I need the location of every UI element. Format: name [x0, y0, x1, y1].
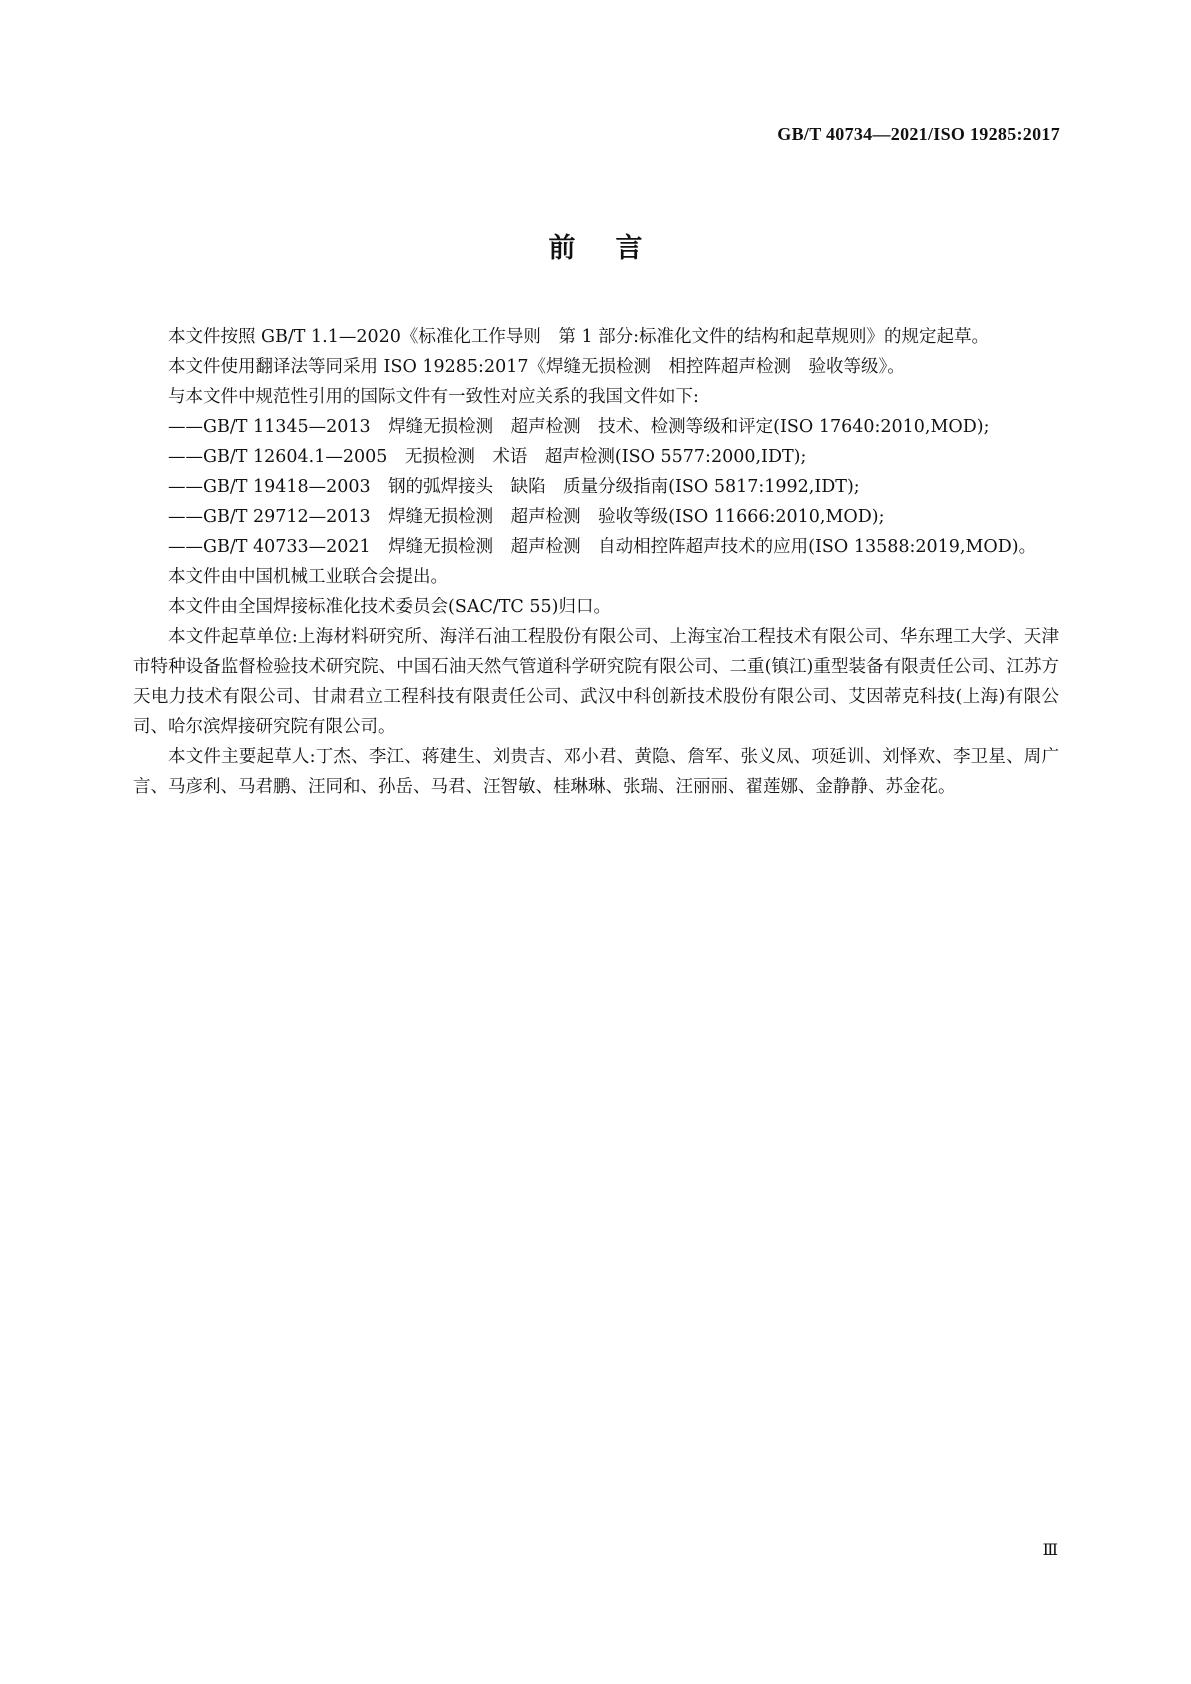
- page-title: 前言: [548, 233, 683, 264]
- paragraph-drafting-units: 本文件起草单位:上海材料研究所、海洋石油工程股份有限公司、上海宝冶工程技术有限公司、华东理工大学、天津市特种设备监督检验技术研究院、中国石油天然气管道科学研究院有限公司、二重(镇江)重型装备有限责任公司、江苏方天电力技术有限公司、甘肃君立工程科技有限责任公司、武汉中科创新技术股份有限公司、艾因蒂克科技(上海)有限公司、哈尔滨焊接研究院有限公司。: [133, 627, 1059, 737]
- reference-item: ——GB/T 40733—2021 焊缝无损检测 超声检测 自动相控阵超声技术的应用(ISO 13588:2019,MOD)。: [168, 537, 1037, 557]
- paragraph-proposer: 本文件由中国机械工业联合会提出。: [168, 567, 448, 587]
- paragraph-drafting-rules: 本文件按照 GB/T 1.1—2020《标准化工作导则 第 1 部分:标准化文件的结构和起草规则》的规定起草。: [168, 327, 990, 347]
- paragraph-adoption: 本文件使用翻译法等同采用 ISO 19285:2017《焊缝无损检测 相控阵超声检测 验收等级》。: [168, 357, 905, 377]
- page-number: Ⅲ: [1042, 1542, 1058, 1559]
- reference-item: ——GB/T 11345—2013 焊缝无损检测 超声检测 技术、检测等级和评定(ISO 17640:2010,MOD);: [168, 417, 990, 437]
- paragraph-committee: 本文件由全国焊接标准化技术委员会(SAC/TC 55)归口。: [168, 597, 611, 617]
- paragraph-drafters: 本文件主要起草人:丁杰、李江、蒋建生、刘贵吉、邓小君、黄隐、詹军、张义凤、项延训、刘怿欢、李卫星、周广言、马彦利、马君鹏、汪同和、孙岳、马君、汪智敏、桂琳琳、张瑞、汪丽丽、翟莲娜、金静静、苏金花。: [133, 747, 1059, 797]
- paragraph-correspondence-intro: 与本文件中规范性引用的国际文件有一致性对应关系的我国文件如下:: [168, 387, 699, 407]
- reference-item: ——GB/T 29712—2013 焊缝无损检测 超声检测 验收等级(ISO 11666:2010,MOD);: [168, 507, 885, 527]
- reference-item: ——GB/T 19418—2003 钢的弧焊接头 缺陷 质量分级指南(ISO 5817:1992,IDT);: [168, 477, 860, 497]
- standard-code-header: GB/T 40734—2021/ISO 19285:2017: [777, 124, 1060, 144]
- foreword-body: [133, 322, 1059, 802]
- reference-item: ——GB/T 12604.1—2005 无损检测 术语 超声检测(ISO 5577:2000,IDT);: [168, 447, 807, 467]
